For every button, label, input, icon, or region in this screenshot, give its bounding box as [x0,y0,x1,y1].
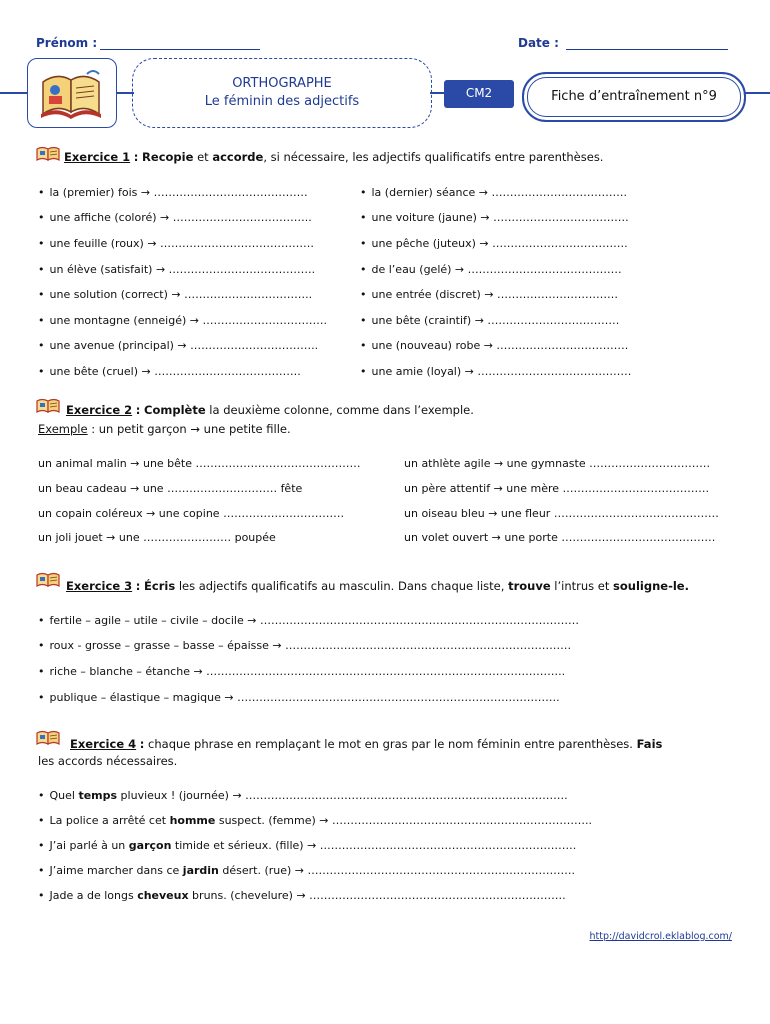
ex1-left-item[interactable]: • une feuille (roux) → …………………………………… [38,237,314,250]
ex1-left-item[interactable]: • la (premier) fois → …………………………………… [38,186,308,199]
lesson-title: Le féminin des adjectifs [204,94,360,109]
ex2-left-item[interactable]: un joli jouet → une …………………… poupée [38,531,276,544]
ex1-right-item[interactable]: • une (nouveau) robe → ……………………………… [360,339,628,352]
ex3-list[interactable]: • riche – blanche – étanche → …………………………………………………………………………………….. [38,665,565,678]
ex4-sentence[interactable]: • Jade a de longs cheveux bruns. (chevelure) → ……………………………………………………………. [38,889,566,902]
ex2-right-item[interactable]: un athlète agile → une gymnaste …………………………… [404,457,711,470]
exercise-1-instruction: Exercice 1 : Recopie et accorde, si nécessaire, les adjectifs qualificatifs entre parenthèses. [64,150,604,164]
open-book-icon [36,572,60,588]
ex1-left-item[interactable]: • une bête (cruel) → …………………………………. [38,365,301,378]
ex4-sentence[interactable]: • J’aime marcher dans ce jardin désert. (rue) → ………………………………………………………………. [38,864,575,877]
title-box [132,58,432,128]
ex2-right-item[interactable]: un père attentif → une mère …………………………………. [404,482,710,495]
subject-title: ORTHOGRAPHE [232,76,332,91]
reading-book-icon [29,60,115,126]
ex2-left-item[interactable]: un copain coléreux → une copine …………………………… [38,507,345,520]
ex2-left-item[interactable]: un beau cadeau → une ………………………… fête [38,482,303,495]
ex1-right-item[interactable]: • une pêche (juteux) → ………………………………. [360,237,628,250]
open-book-icon [36,730,60,746]
open-book-icon [36,146,60,162]
ex2-right-item[interactable]: un oiseau bleu → une fleur ……………………………………… [404,507,719,520]
ex4-sentence[interactable]: • Quel temps pluvieux ! (journée) → ……………………………………………………………………………. [38,789,568,802]
ex1-left-item[interactable]: • une avenue (principal) → …………………………….. [38,339,318,352]
ex3-list[interactable]: • fertile – agile – utile – civile – docile → …………………………………………………………………………… [38,614,579,627]
ex4-sentence[interactable]: • La police a arrêté cet homme suspect. (femme) → …………………………………………………………….. [38,814,592,827]
ex1-right-item[interactable]: • de l’eau (gelé) → …………………………………… [360,263,622,276]
ex1-right-item[interactable]: • la (dernier) séance → ………………………………. [360,186,627,199]
ex2-left-item[interactable]: un animal malin → une bête ……………………………………… [38,457,361,470]
ex1-left-item[interactable]: • une montagne (enneigé) → ……………………………. [38,314,327,327]
date-label: Date : [518,36,559,50]
header-rule-left [0,92,28,94]
ex1-right-item[interactable]: • une amie (loyal) → …………………………………… [360,365,631,378]
open-book-icon [36,398,60,414]
fiche-label: Fiche d’entraînement n°9 [522,72,746,122]
exercise-2-example: Exemple : un petit garçon → une petite fille. [38,422,291,436]
logo-box [27,58,117,128]
ex2-right-item[interactable]: un volet ouvert → une porte …………………………………… [404,531,716,544]
ex1-right-item[interactable]: • une voiture (jaune) → ………………………………. [360,211,629,224]
date-field[interactable] [566,49,728,50]
prenom-field[interactable] [100,49,260,50]
exercise-4-instruction: Exercice 4 : chaque phrase en remplaçant le mot en gras par le nom féminin entre parenthèses. Fais [70,737,663,751]
ex3-list[interactable]: • roux - grosse – grasse – basse – épaisse → …………………………………………………………………… [38,639,571,652]
ex4-sentence[interactable]: • J’ai parlé à un garçon timide et sérieux. (fille) → ……………………………………………………………. [38,839,576,852]
source-link[interactable]: http://davidcrol.eklablog.com/ [589,931,732,942]
header-rule-right [744,92,770,94]
ex1-left-item[interactable]: • un élève (satisfait) → …………………………………. [38,263,315,276]
prenom-label: Prénom : [36,36,98,50]
ex1-right-item[interactable]: • une entrée (discret) → …………………………… [360,288,618,301]
exercise-2-instruction: Exercice 2 : Complète la deuxième colonne, comme dans l’exemple. [66,403,474,417]
ex1-left-item[interactable]: • une affiche (coloré) → ……………………………….. [38,211,312,224]
ex3-list[interactable]: • publique – élastique – magique → ……………………………………………………………………………. [38,691,560,704]
exercise-3-instruction: Exercice 3 : Écris les adjectifs qualificatifs au masculin. Dans chaque liste, trouve l’intrus et souligne-le. [66,579,689,593]
exercise-4-instruction-line2: les accords nécessaires. [38,754,178,768]
ex1-right-item[interactable]: • une bête (craintif) → ……………………………… [360,314,619,327]
level-badge: CM2 [444,80,514,108]
ex1-left-item[interactable]: • une solution (correct) → …………………………….. [38,288,312,301]
